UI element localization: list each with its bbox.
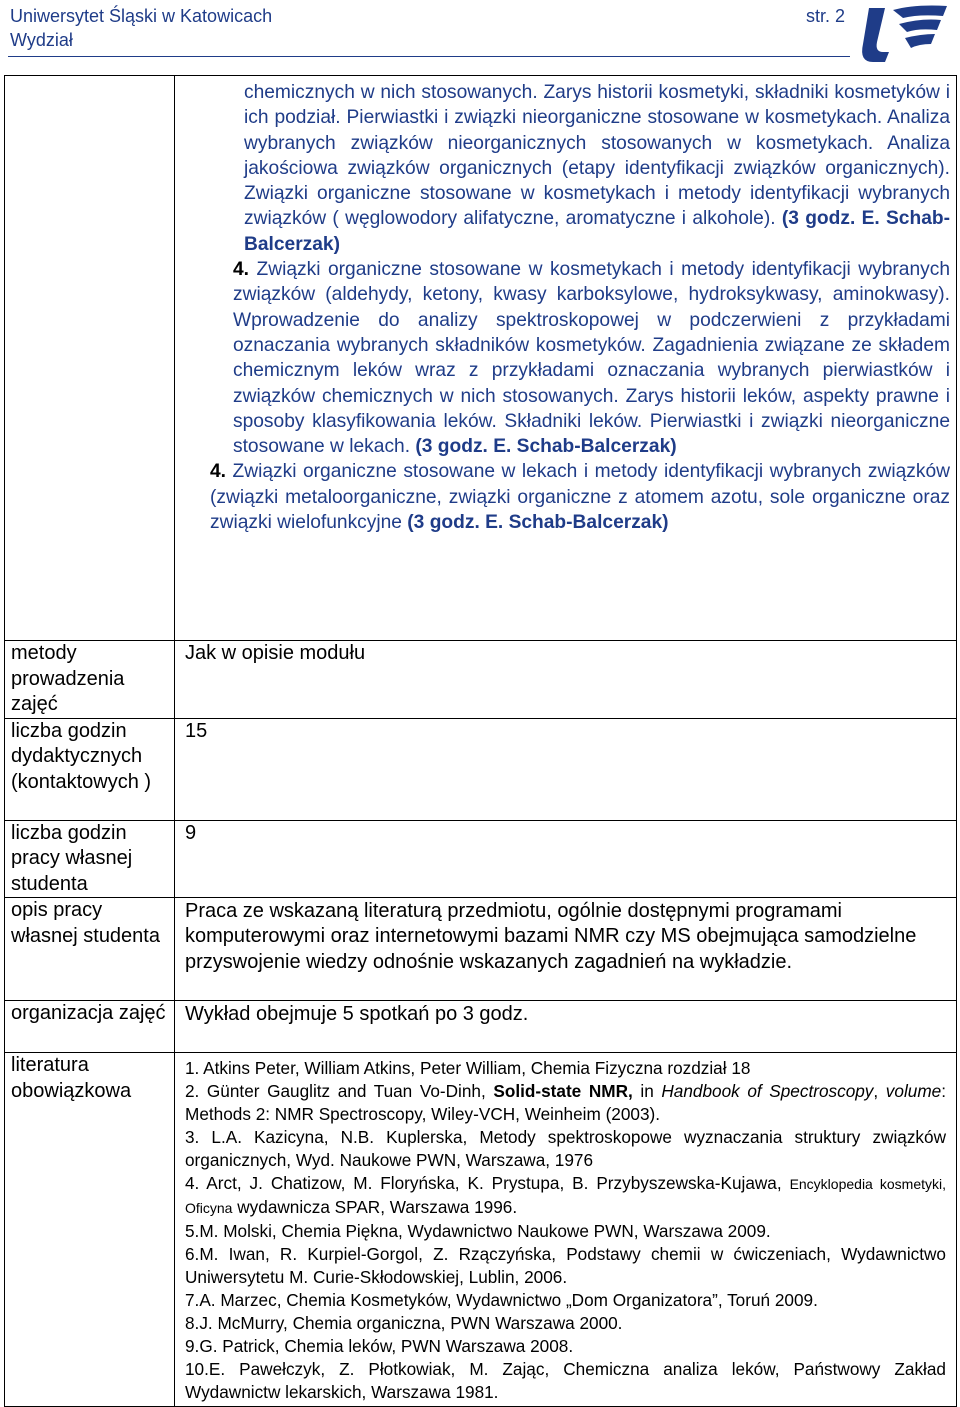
praca-label: liczba godzin pracy własnej studenta <box>5 820 175 898</box>
topic-item-3 <box>175 459 956 535</box>
topic-text-3: Związki organiczne stosowane w lekach i metody identyfikacji wybranych związków (związki metaloorganiczne, związki organiczne z atomem azotu, sole organiczne oraz związki wielofunkcyjne <box>210 461 950 534</box>
topic-author-1: (3 godz. E. Schab-Balcerzak) <box>244 208 950 255</box>
organizacja-label: organizacja zajęć <box>5 1001 175 1053</box>
literature-item: 4. Arct, J. Chatizow, M. Floryńska, K. Prystupa, B. Przybyszewska-Kujawa, Encyklopedia kosmetyki, Oficyna wydawnicza SPAR, Warszawa 1996. <box>185 1173 946 1217</box>
content-cell <box>175 76 957 641</box>
topic-text-1: chemicznych w nich stosowanych. Zarys historii kosmetyki, składniki kosmetyków i ich podział. Pierwiastki i związki nieorganiczne stosowane w kosmetykach. Analiza wybranych związków nieorganicznych stosowanych w kosmetykach. Analiza jakościowa związków organicznych (etapy identyfikacji związków organicznych). Związki organiczne stosowane w kosmetykach i metody identyfikacji wybranych związków ( węglowodory alifatyczne, aromatyczne i alkohole). <box>244 82 950 230</box>
header-rule <box>8 56 850 57</box>
literature-item: 8.J. McMurry, Chemia organiczna, PWN Warszawa 2000. <box>185 1313 623 1333</box>
metody-value: Jak w opisie modułu <box>185 642 366 664</box>
topic-item-2 <box>175 257 956 459</box>
page-number: str. 2 <box>806 6 846 26</box>
literatura-label: literatura obowiązkowa <box>5 1053 175 1407</box>
topic-number-2: 4. <box>233 259 250 281</box>
row-godziny <box>5 718 957 820</box>
empty-label-cell <box>5 76 175 641</box>
godziny-value: 15 <box>185 719 208 742</box>
literature-item: 6.M. Iwan, R. Kurpiel-Gorgol, Z. Rzączyńska, Podstawy chemii w ćwiczeniach, Wydawnictwo Uniwersytetu M. Curie-Skłodowskiej, Lublin, 2006. <box>185 1244 946 1287</box>
literature-item: 10.E. Pawełczyk, Z. Płotkowiak, M. Zając, Chemiczna analiza leków, Państwowy Zakład Wydawnictw lekarskich, Warszawa 1981. <box>185 1359 946 1402</box>
page-header <box>0 0 960 58</box>
topic-author-2: (3 godz. E. Schab-Balcerzak) <box>415 436 677 458</box>
university-name: Uniwersytet Śląski w Katowicach <box>10 6 273 26</box>
department-name: Wydział <box>10 30 73 50</box>
literature-item: 9.G. Patrick, Chemia leków, PWN Warszawa 2008. <box>185 1336 574 1356</box>
university-logo-icon <box>855 2 951 64</box>
topic-paragraph-1 <box>175 76 956 257</box>
literature-item: 2. Günter Gauglitz and Tuan Vo-Dinh, Solid-state NMR, in Handbook of Spectroscopy, volume: Methods 2: NMR Spectroscopy, Wiley-VCH, Weinheim (2003). <box>185 1081 946 1124</box>
row-metody <box>5 641 957 719</box>
metody-label: metody prowadzenia zajęć <box>5 641 175 719</box>
godziny-label: liczba godzin dydaktycznych (kontaktowych ) <box>5 718 175 820</box>
module-table <box>4 75 957 1407</box>
organizacja-value: Wykład obejmuje 5 spotkań po 3 godz. <box>185 1003 529 1025</box>
topic-author-3: (3 godz. E. Schab-Balcerzak) <box>407 512 669 534</box>
row-opis <box>5 898 957 1001</box>
literature-list <box>175 1053 956 1406</box>
row-organizacja <box>5 1001 957 1053</box>
row-praca <box>5 820 957 898</box>
content-row <box>5 76 957 641</box>
topic-text-2: Związki organiczne stosowane w kosmetykach i metody identyfikacji wybranych związków (aldehydy, ketony, kwasy karboksylowe, hydroksykwasy, aminokwasy). Wprowadzenie do analizy spektroskopowej w podczerwieni z przykładami oznaczania wybranych składników kosmetyków. Zagadnienia związane ze składem chemicznym leków wraz z przykładami oznaczania wybranych pierwiastków i związków chemicznych w nich stosowanych. Zarys historii leków, aspekty prawne i sposoby klasyfikowania leków. Składniki leków. Pierwiastki i związki nieorganiczne stosowane w lekach. <box>233 259 950 458</box>
row-literatura <box>5 1053 957 1407</box>
literature-item: 1. Atkins Peter, William Atkins, Peter William, Chemia Fizyczna rozdział 18 <box>185 1058 751 1078</box>
opis-label: opis pracy własnej studenta <box>5 898 175 1001</box>
literature-item: 3. L.A. Kazicyna, N.B. Kuplerska, Metody spektroskopowe wyznaczania struktury związków organicznych, Wyd. Naukowe PWN, Warszawa, 1976 <box>185 1127 946 1170</box>
praca-value: 9 <box>185 821 197 844</box>
literature-item: 5.M. Molski, Chemia Piękna, Wydawnictwo Naukowe PWN, Warszawa 2009. <box>185 1221 771 1241</box>
literature-item: 7.A. Marzec, Chemia Kosmetyków, Wydawnictwo „Dom Organizatora”, Toruń 2009. <box>185 1290 818 1310</box>
topic-number-3: 4. <box>210 461 227 483</box>
opis-value: Praca ze wskazaną literaturą przedmiotu, ogólnie dostępnymi programami komputerowymi oraz internetowymi bazami NMR czy MS obejmująca samodzielne przyswojenie wiedzy odnośnie wskazanych zagadnień na wykładzie. <box>185 900 917 973</box>
